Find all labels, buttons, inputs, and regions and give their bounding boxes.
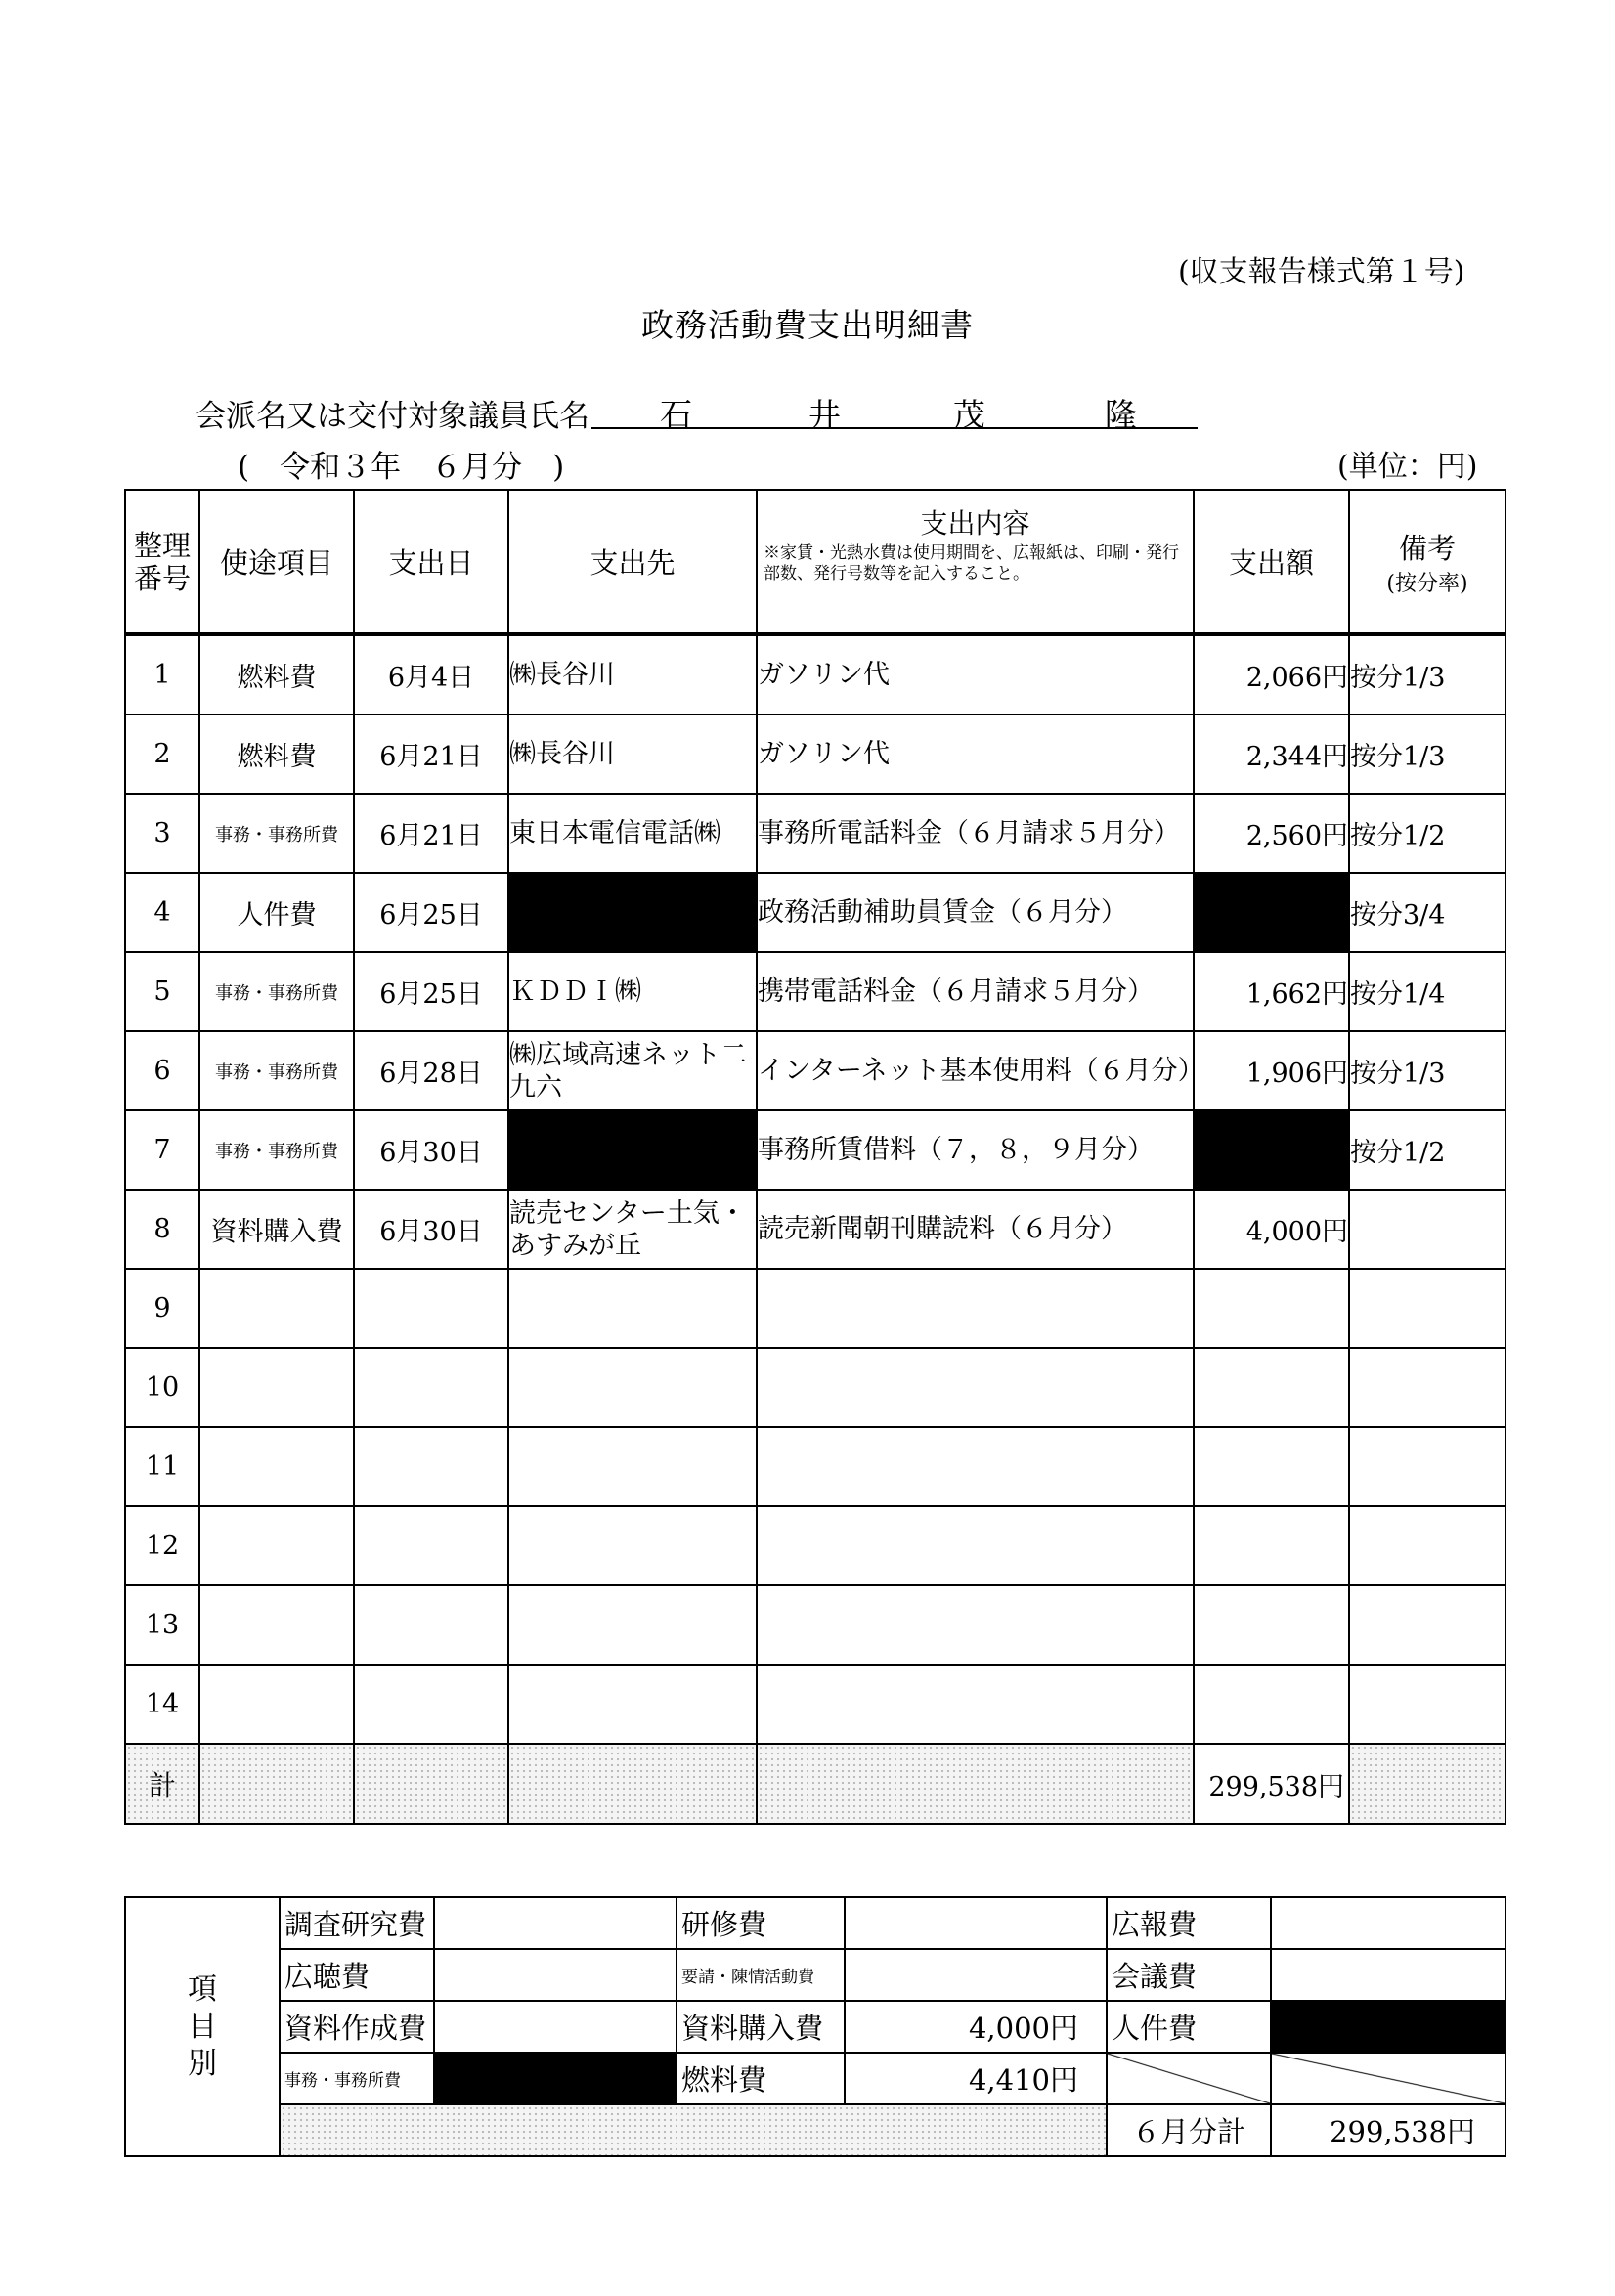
summary-label: 人件費: [1107, 2001, 1271, 2053]
row-note: [1349, 1506, 1506, 1585]
summary-amount: [1271, 1949, 1506, 2001]
row-category: 燃料費: [199, 634, 354, 715]
row-payee: ㈱広域高速ネット二九六: [508, 1031, 757, 1110]
page-title: 政務活動費支出明細書: [641, 306, 974, 344]
row-content: ガソリン代: [757, 715, 1194, 794]
row-note: 按分1/3: [1349, 715, 1506, 794]
row-note: [1349, 1665, 1506, 1744]
table-row: [125, 794, 1506, 873]
diagonal-blank: [1271, 2053, 1506, 2104]
unit-label: (単位：円): [1337, 450, 1478, 484]
redacted-amount: [1194, 873, 1349, 952]
row-content: [757, 1269, 1194, 1348]
member-name-char: 石: [660, 396, 692, 434]
row-content: 携帯電話料金（６月請求５月分）: [757, 952, 1194, 1031]
summary-label: 資料作成費: [280, 2001, 434, 2053]
row-content: [757, 1665, 1194, 1744]
row-category: [199, 1665, 354, 1744]
table-row: [125, 715, 1506, 794]
row-payee: [508, 1506, 757, 1585]
summary-label: 燃料費: [677, 2053, 845, 2104]
row-content: [757, 1427, 1194, 1506]
row-amount: 2,066円: [1194, 634, 1349, 715]
row-content: 政務活動補助員賃金（６月分）: [757, 873, 1194, 952]
row-amount: [1194, 1427, 1349, 1506]
row-amount: [1194, 1585, 1349, 1665]
speckled-blank: [280, 2104, 1107, 2156]
row-content: インターネット基本使用料（６月分）: [757, 1031, 1194, 1110]
row-no: 9: [125, 1269, 199, 1348]
row-no: 5: [125, 952, 199, 1031]
row-note: [1349, 1269, 1506, 1348]
table-row: [125, 1031, 1506, 1110]
table-row: [125, 1665, 1506, 1744]
row-category: [199, 1585, 354, 1665]
row-date: [354, 1585, 508, 1665]
row-note: [1349, 1585, 1506, 1665]
row-date: [354, 1348, 508, 1427]
table-row: [125, 1585, 1506, 1665]
row-category: [199, 1427, 354, 1506]
table-row: [125, 1506, 1506, 1585]
row-content: 事務所電話料金（６月請求５月分）: [757, 794, 1194, 873]
summary-amount: [1271, 1897, 1506, 1949]
table-row: [125, 873, 1506, 952]
row-payee: ㈱長谷川: [508, 715, 757, 794]
header-remarks-sub: (按分率): [1386, 571, 1468, 596]
row-payee: [508, 1427, 757, 1506]
summary-amount: 4,000円: [845, 2001, 1107, 2053]
form-number: (収支報告様式第１号): [1178, 255, 1465, 289]
summary-amount: [845, 1949, 1107, 2001]
row-amount: 4,000円: [1194, 1190, 1349, 1269]
header-row: [125, 490, 1506, 634]
total-blank: [1349, 1744, 1506, 1824]
row-amount: [1194, 1348, 1349, 1427]
month-total-label: ６月分計: [1107, 2104, 1271, 2156]
row-note: 按分1/2: [1349, 794, 1506, 873]
redacted-payee: [508, 1110, 757, 1190]
total-blank: [508, 1744, 757, 1824]
row-no: 8: [125, 1190, 199, 1269]
row-category: [199, 1348, 354, 1427]
table-row: [125, 1427, 1506, 1506]
row-note: [1349, 1427, 1506, 1506]
row-content: [757, 1585, 1194, 1665]
summary-amount: [434, 1897, 677, 1949]
row-note: [1349, 1348, 1506, 1427]
table-row: [125, 1110, 1506, 1190]
row-content: ガソリン代: [757, 634, 1194, 715]
member-name-field: [591, 390, 1198, 434]
summary-row: [125, 1949, 1506, 2001]
row-amount: [1194, 1665, 1349, 1744]
row-category: 事務・事務所費: [199, 794, 354, 873]
row-note: 按分1/4: [1349, 952, 1506, 1031]
table-row: [125, 1348, 1506, 1427]
row-no: 1: [125, 634, 199, 715]
redacted-amount: [1271, 2001, 1506, 2053]
expense-table: [124, 489, 1506, 1825]
row-payee: 読売センター土気・あすみが丘: [508, 1190, 757, 1269]
total-blank: [199, 1744, 354, 1824]
header-remarks-title: 備考: [1398, 531, 1456, 565]
row-category: 資料購入費: [199, 1190, 354, 1269]
row-note: 按分3/4: [1349, 873, 1506, 952]
row-amount: 1,662円: [1194, 952, 1349, 1031]
row-category: [199, 1506, 354, 1585]
table-row: [125, 1269, 1506, 1348]
row-category: 事務・事務所費: [199, 952, 354, 1031]
total-amount: 299,538円: [1194, 1744, 1349, 1824]
table-row: [125, 634, 1506, 715]
total-row: [125, 1744, 1506, 1824]
row-no: 2: [125, 715, 199, 794]
row-amount: [1194, 1506, 1349, 1585]
table-row: [125, 952, 1506, 1031]
row-date: [354, 1665, 508, 1744]
header-content: [757, 490, 1194, 634]
row-no: 14: [125, 1665, 199, 1744]
member-label: 会派名又は交付対象議員氏名: [196, 399, 589, 434]
row-no: 4: [125, 873, 199, 952]
row-no: 11: [125, 1427, 199, 1506]
summary-row: [125, 2053, 1506, 2104]
summary-row: [125, 2104, 1506, 2156]
row-no: 6: [125, 1031, 199, 1110]
side-label-char: 項: [188, 1971, 217, 2007]
header-category: 使途項目: [199, 490, 354, 634]
side-label-char: 別: [188, 2046, 217, 2081]
row-date: 6月21日: [354, 794, 508, 873]
row-category: 燃料費: [199, 715, 354, 794]
member-name-char: 井: [808, 396, 841, 434]
row-content: [757, 1506, 1194, 1585]
redacted-payee: [508, 873, 757, 952]
redacted-amount: [1194, 1110, 1349, 1190]
header-content-title: 支出内容: [920, 507, 1030, 540]
summary-amount: [434, 1949, 677, 2001]
summary-row: [125, 1897, 1506, 1949]
row-payee: [508, 1585, 757, 1665]
summary-amount: [434, 2001, 677, 2053]
summary-label: 要請・陳情活動費: [677, 1949, 845, 2001]
row-amount: [1194, 1269, 1349, 1348]
summary-amount: [845, 1897, 1107, 1949]
row-note: 按分1/3: [1349, 1031, 1506, 1110]
summary-label: 広聴費: [280, 1949, 434, 2001]
row-date: 6月4日: [354, 634, 508, 715]
header-no: 整理番号: [125, 490, 199, 634]
summary-label: 研修費: [677, 1897, 845, 1949]
diagonal-blank: [1107, 2053, 1271, 2104]
header-content-note: ※家賃・光熱水費は使用期間を、広報紙は、印刷・発行部数、発行号数等を記入すること。: [764, 543, 1179, 584]
redacted-amount: [434, 2053, 677, 2104]
header-date: 支出日: [354, 490, 508, 634]
row-payee: [508, 1269, 757, 1348]
header-amount: 支出額: [1194, 490, 1349, 634]
summary-label: 事務・事務所費: [280, 2053, 434, 2104]
row-date: [354, 1427, 508, 1506]
row-category: [199, 1269, 354, 1348]
row-no: 12: [125, 1506, 199, 1585]
row-note: 按分1/3: [1349, 634, 1506, 715]
period: ( 令和３年 ６月分 ): [238, 450, 565, 485]
member-name-char: 隆: [1105, 396, 1137, 434]
header-remarks: [1349, 490, 1506, 634]
summary-amount: 4,410円: [845, 2053, 1107, 2104]
row-no: 7: [125, 1110, 199, 1190]
header-payee: 支出先: [508, 490, 757, 634]
row-no: 10: [125, 1348, 199, 1427]
row-no: 3: [125, 794, 199, 873]
row-payee: ㈱長谷川: [508, 634, 757, 715]
member-name-char: 茂: [953, 396, 985, 434]
row-date: 6月21日: [354, 715, 508, 794]
row-date: [354, 1506, 508, 1585]
month-total-amount: 299,538円: [1271, 2104, 1506, 2156]
row-payee: ＫＤＤＩ㈱: [508, 952, 757, 1031]
summary-label: 資料購入費: [677, 2001, 845, 2053]
row-category: 事務・事務所費: [199, 1031, 354, 1110]
row-category: 事務・事務所費: [199, 1110, 354, 1190]
row-payee: [508, 1348, 757, 1427]
table-row: [125, 1190, 1506, 1269]
row-amount: 1,906円: [1194, 1031, 1349, 1110]
row-date: 6月25日: [354, 873, 508, 952]
row-date: 6月30日: [354, 1190, 508, 1269]
row-category: 人件費: [199, 873, 354, 952]
side-label-char: 目: [188, 2009, 217, 2044]
row-date: [354, 1269, 508, 1348]
total-blank: [354, 1744, 508, 1824]
summary-label: 会議費: [1107, 1949, 1271, 2001]
row-payee: [508, 1665, 757, 1744]
summary-label: 調査研究費: [280, 1897, 434, 1949]
total-label: 計: [125, 1744, 199, 1824]
row-payee: 東日本電信電話㈱: [508, 794, 757, 873]
row-content: 読売新聞朝刊購読料（６月分）: [757, 1190, 1194, 1269]
row-date: 6月25日: [354, 952, 508, 1031]
row-note: [1349, 1190, 1506, 1269]
summary-row: [125, 2001, 1506, 2053]
summary-label: 広報費: [1107, 1897, 1271, 1949]
total-blank: [757, 1744, 1194, 1824]
row-date: 6月30日: [354, 1110, 508, 1190]
row-no: 13: [125, 1585, 199, 1665]
category-summary-table: [124, 1896, 1506, 2157]
row-note: 按分1/2: [1349, 1110, 1506, 1190]
row-date: 6月28日: [354, 1031, 508, 1110]
row-amount: 2,560円: [1194, 794, 1349, 873]
summary-side-label: [125, 1897, 280, 2156]
row-content: [757, 1348, 1194, 1427]
row-content: 事務所賃借料（７，８，９月分）: [757, 1110, 1194, 1190]
row-amount: 2,344円: [1194, 715, 1349, 794]
